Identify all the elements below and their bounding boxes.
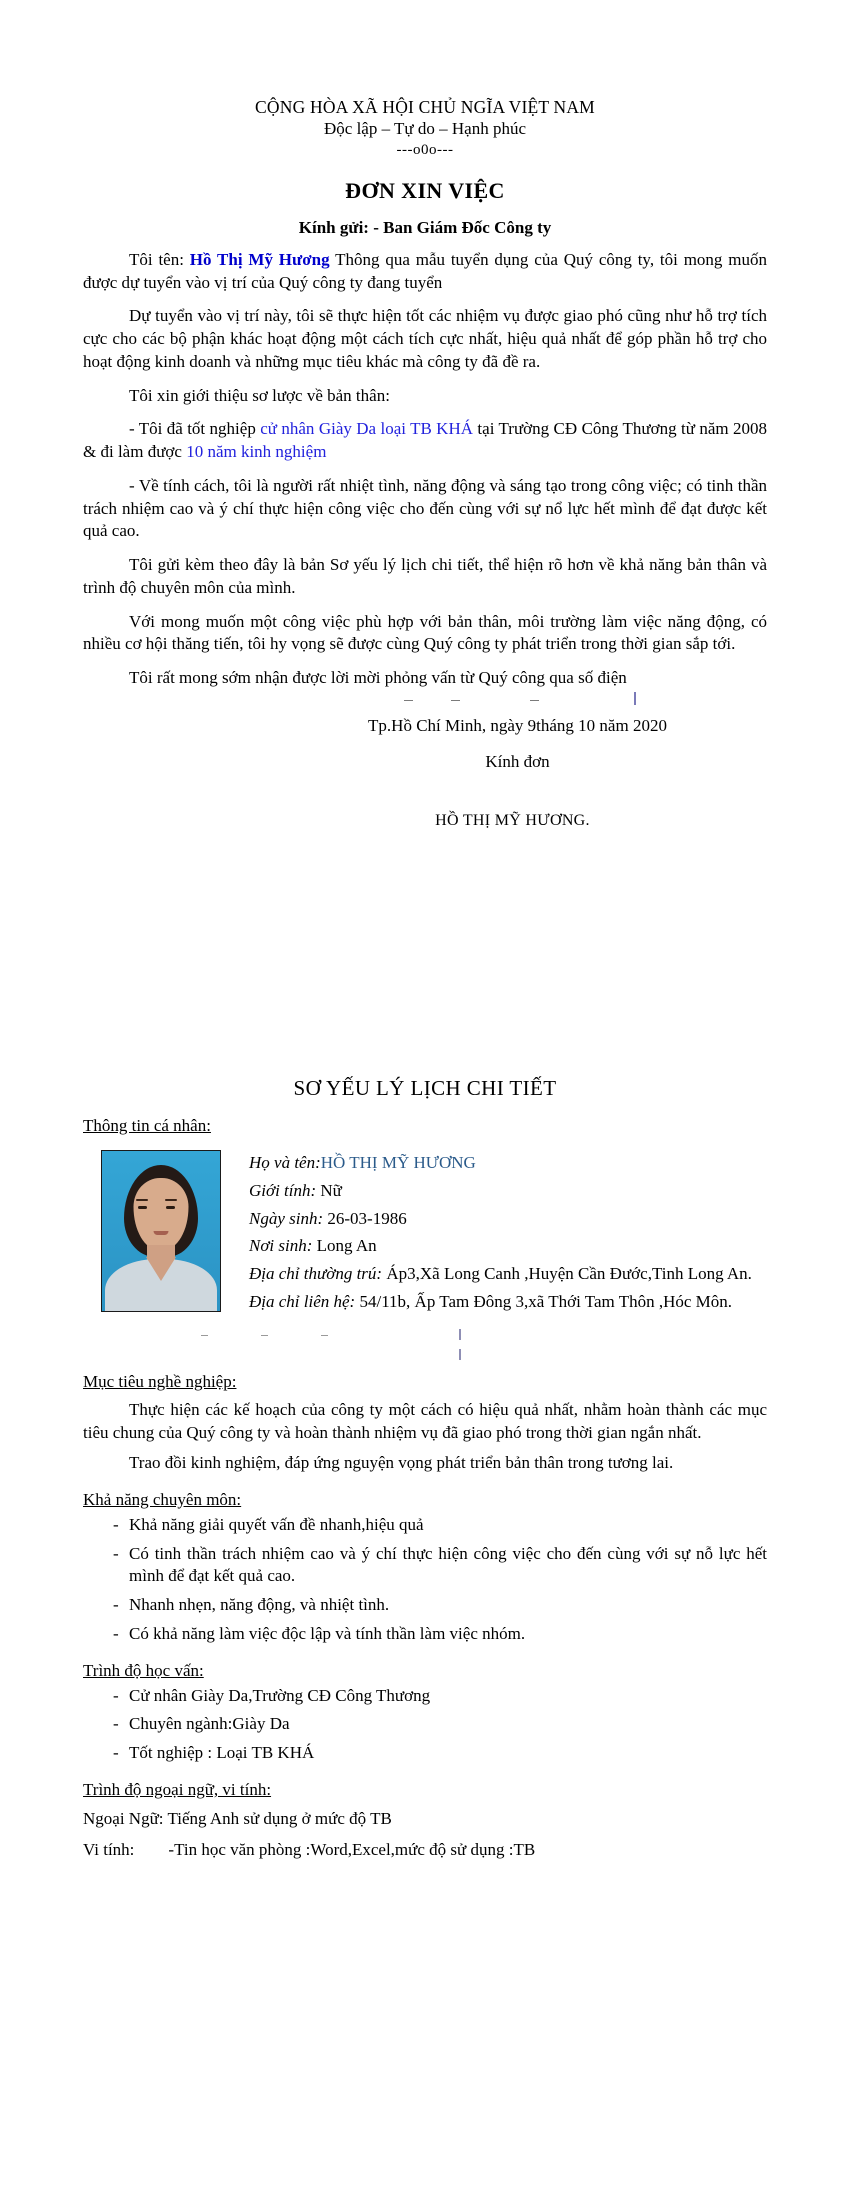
field-full-name-label: Họ và tên:	[249, 1152, 321, 1172]
field-permanent-address-label: Địa chỉ thường trú:	[249, 1264, 383, 1284]
field-full-name-value: HỒ THỊ MỸ HƯƠNG	[320, 1152, 476, 1172]
paragraph-motivation: Dự tuyển vào vị trí này, tôi sẽ thực hiện tốt các nhiệm vụ được giao phó cũng như hỗ trợ tích cực cho các bộ phận khác hoạt động một cách tích cực nhất, hiệu quả nhất để góp phần hỗ trợ cho hoạt động kinh doanh và những mục tiêu khác mà công ty đã đề ra.	[83, 306, 767, 371]
field-gender-value: Nữ	[320, 1180, 342, 1200]
intro-prefix: Tôi tên:	[129, 249, 190, 269]
paragraph-interview-request: Tôi rất mong sớm nhận được lời mời phỏng vấn từ Quý công qua số điện	[129, 668, 627, 688]
national-motto: Độc lập – Tự do – Hạnh phúc	[324, 119, 526, 139]
personal-info-row	[83, 1150, 767, 1317]
section-education-level: Trình độ học vấn:	[83, 1660, 204, 1680]
field-dob	[249, 1206, 767, 1232]
list-item: - Chuyên ngành:Giày Da	[83, 1713, 767, 1736]
intro-suffix: Thông qua mẫu tuyển dụng của Quý công ty, tôi mong muốn được dự tuyển vào vị trí của Quý công ty đang tuyển	[83, 249, 767, 292]
paragraph-intro	[83, 238, 767, 295]
field-gender	[249, 1178, 767, 1204]
list-item: - Tốt nghiệp : Loại TB KHÁ	[83, 1742, 767, 1765]
field-full-name	[249, 1150, 767, 1176]
field-contact-address	[249, 1289, 767, 1315]
field-birthplace-label: Nơi sinh:	[249, 1236, 313, 1256]
degree-highlight: cử nhân Giày Da loại TB KHÁ	[260, 419, 474, 439]
list-item: - Có tinh thần trách nhiệm cao và ý chí thực hiện công việc cho đến cùng với sự nỗ lực hết mình để đạt kết quả cao.	[83, 1543, 767, 1589]
education-mid: tại Trường CĐ Công Thương từ năm 2008 & đi làm được	[83, 419, 767, 462]
education-prefix: - Tôi đã tốt nghiệp	[129, 419, 261, 439]
section-professional-skills: Khả năng chuyên môn:	[83, 1489, 242, 1509]
field-permanent-address	[249, 1261, 767, 1287]
country-name: CỘNG HÒA XÃ HỘI CHỦ NGĨA VIỆT NAM	[255, 97, 595, 117]
ornament-divider: ---o0o---	[396, 142, 454, 159]
paragraph-selfintro-lead: Tôi xin giới thiệu sơ lược về bản thân:	[129, 385, 390, 405]
education-list	[83, 1685, 767, 1765]
field-dob-label: Ngày sinh:	[249, 1208, 324, 1228]
list-item: - Có khả năng làm việc độc lập và tính thần làm việc nhóm.	[83, 1623, 767, 1646]
paragraph-attachment: Tôi gửi kèm theo đây là bản Sơ yếu lý lịch chi tiết, thể hiện rõ hơn về khả năng bản thân và trình độ chuyên môn của mình.	[83, 555, 767, 597]
section-language-computer: Trình độ ngoại ngữ, vi tính:	[83, 1779, 272, 1799]
photo-eye-left	[138, 1206, 147, 1210]
document-content	[83, 0, 767, 1863]
section-career-goal: Mục tiêu nghề nghiệp:	[83, 1371, 237, 1391]
section-personal-info: Thông tin cá nhân:	[83, 1115, 211, 1135]
career-goal-paragraph-2: Trao đồi kinh nghiệm, đáp ứng nguyện vọng phát triển bản thân trong tương lai.	[129, 1452, 674, 1472]
computer-label: Vi tính:	[83, 1840, 135, 1860]
applicant-name-highlight: Hồ Thị Mỹ Hương	[189, 249, 330, 269]
cv-title: SƠ YẾU LÝ LỊCH CHI TIẾT	[293, 1075, 557, 1100]
national-header	[83, 96, 767, 161]
field-contact-address-label: Địa chỉ liên hệ:	[249, 1292, 356, 1312]
skills-list	[83, 1514, 767, 1646]
field-birthplace-value: Long An	[316, 1236, 377, 1256]
page-title: ĐƠN XIN VIỆC	[345, 177, 505, 203]
paragraph-education	[83, 407, 767, 464]
field-birthplace	[249, 1233, 767, 1259]
list-item: - Khả năng giải quyết vấn đề nhanh,hiệu quả	[83, 1514, 767, 1537]
field-contact-address-value: 54/11b, Ấp Tam Đông 3,xã Thới Tam Thôn ,Hóc Môn.	[359, 1292, 733, 1312]
computer-value: -Tin học văn phòng :Word,Excel,mức độ sử dụng :TB	[168, 1840, 536, 1860]
computer-line	[83, 1837, 767, 1863]
field-permanent-address-value: Áp3,Xã Long Canh ,Huyện Cần Đước,Tinh Long An.	[386, 1264, 752, 1284]
list-item: - Cử nhân Giày Da,Trường CĐ Công Thương	[83, 1685, 767, 1708]
career-goal-paragraph-1: Thực hiện các kế hoạch của công ty một cách có hiệu quả nhất, nhằm hoàn thành các mục tiêu chung của Quý công ty và hoàn thành nhiệm vụ đã giao phó trong thời gian ngắn nhất.	[83, 1399, 767, 1442]
list-item: - Nhanh nhẹn, năng động, và nhiệt tình.	[83, 1594, 767, 1617]
experience-highlight: 10 năm kinh nghiệm	[186, 442, 327, 462]
date-line: Tp.Hồ Chí Minh, ngày 9tháng 10 năm 2020	[368, 715, 667, 735]
redacted-contact-row	[83, 1327, 767, 1357]
redacted-phone-row	[83, 690, 767, 710]
closing-salutation: Kính đơn	[485, 751, 550, 771]
recipient-line: Kính gửi: - Ban Giám Đốc Công ty	[298, 217, 552, 237]
signature-name: HỒ THỊ MỸ HƯƠNG.	[435, 811, 590, 829]
photo-eye-right	[166, 1206, 175, 1210]
applicant-photo	[101, 1150, 221, 1312]
paragraph-aspiration: Với mong muốn một công việc phù hợp với bản thân, môi trường làm việc năng động, có nhiều cơ hội thăng tiến, tôi hy vọng sẽ được cùng Quý công ty phát triển trong thời gian sắp tới.	[83, 611, 767, 654]
personal-info-fields	[249, 1150, 767, 1317]
paragraph-personality: - Về tính cách, tôi là người rất nhiệt tình, năng động và sáng tạo trong công việc; có tinh thần trách nhiệm cao và ý chí thực hiện công việc cho đến cùng với sự nổ lực hết mình để đạt được kết quả cao.	[83, 475, 767, 541]
field-gender-label: Giới tính:	[249, 1180, 317, 1200]
field-dob-value: 26-03-1986	[327, 1208, 407, 1228]
language-line: Ngoại Ngữ: Tiếng Anh sử dụng ở mức độ TB	[83, 1808, 392, 1828]
photo-mouth	[154, 1231, 169, 1235]
